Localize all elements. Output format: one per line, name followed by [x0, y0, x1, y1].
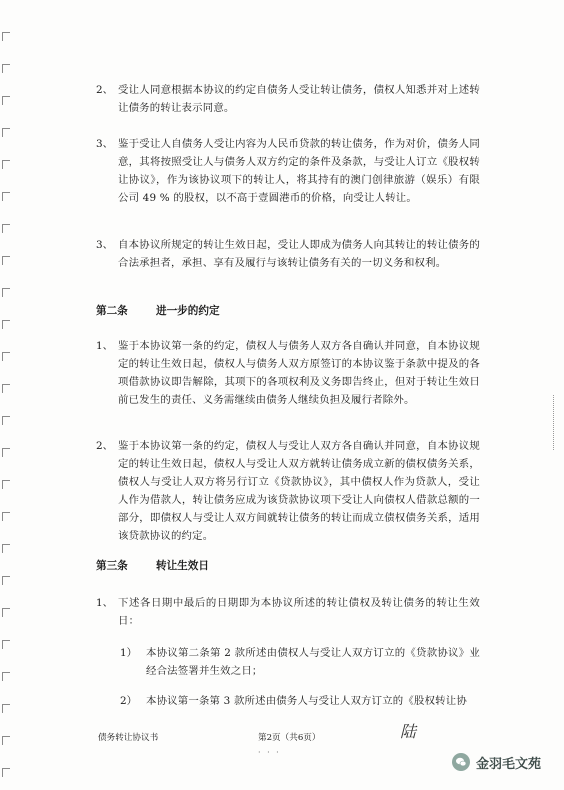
item-number: 3、 — [96, 239, 114, 251]
item-number: 1、 — [96, 597, 114, 609]
paragraph: 鉴于本协议第一条的约定，债权人与受让人双方各自确认并同意，自本协议规定的转让生效日起，债权人与受让人双方就转让债务成立新的债权债务关系，债权人与受让人双方将另行订立《贷款协议》，其中债权人作为贷款人，受让人作为借款人，转让债务应成为该贷款协议项下受让人向债权人借款总额的一部分，即债权人与受让人双方间就转让债务的转让而成立债权债务关系，适用该贷款协议的约定。 — [118, 440, 480, 542]
signature: 陆 — [400, 722, 417, 741]
paragraph: 受让人同意根据本协议的约定自债务人受让转让债务，债权人知悉并对上述转让债务的转让表示同意。 — [118, 84, 480, 114]
paragraph: 鉴于本协议第一条的约定，债权人与债务人双方各自确认并同意，自本协议规定的转让生效日起，债权人与债务人双方原签订的本协议鉴于条款中提及的各项借款协议即告解除，其项下的各项权利及义务即告终止，但对于转让生效日前已发生的责任、义务需继续由债务人继续负担及履行者除外。 — [118, 340, 480, 406]
scan-marks: · · · — [258, 748, 281, 757]
watermark — [452, 752, 541, 772]
item-number: 3、 — [96, 138, 114, 150]
paragraph: 鉴于受让人自债务人受让内容为人民币贷款的转让债务，作为对价，债务人同意，其将按照受让人与债务人双方约定的条件及条款，与受让人订立《股权转让协议》，作为该协议项下的转让人，将其持有的澳门创律旅游（娱乐）有限公司 49 % 的股权，以不高于壹圆港币的价格，向受让人转让。 — [118, 138, 480, 204]
section-title: 转让生效日 — [156, 560, 209, 572]
watermark-text: 金羽毛文苑 — [476, 756, 542, 772]
sub-item-number: 2） — [120, 695, 138, 707]
paragraph: 本协议第二条第 2 款所述由债权人与受让人双方订立的《贷款协议》业经合法签署并生效之日； — [146, 647, 480, 677]
binder-marks — [2, 0, 12, 790]
footer-page-number: 第2页（共6页） — [258, 733, 321, 743]
paragraph: 自本协议所规定的转让生效日起，受让人即成为债务人向其转让的转让债务的合法承担者，承担、享有及履行与该转让债务有关的一切义务和权利。 — [118, 239, 480, 269]
section-title: 进一步的约定 — [156, 305, 220, 317]
section-label: 第二条 — [96, 305, 128, 317]
footer-doc-title: 债务转让协议书 — [98, 733, 159, 743]
paragraph: 本协议第一条第 3 款所述由债务人与受让人双方订立的《股权转让协 — [146, 695, 467, 707]
scan-artifact — [545, 395, 554, 450]
section-label: 第三条 — [96, 560, 128, 572]
wechat-icon — [452, 753, 470, 771]
paragraph: 下述各日期中最后的日期即为本协议所述的转让债权及转让债务的转让生效日： — [118, 597, 480, 627]
sub-item-number: 1） — [120, 647, 138, 659]
item-number: 1、 — [96, 340, 114, 352]
item-number: 2、 — [96, 440, 114, 452]
item-number: 2、 — [96, 84, 114, 96]
